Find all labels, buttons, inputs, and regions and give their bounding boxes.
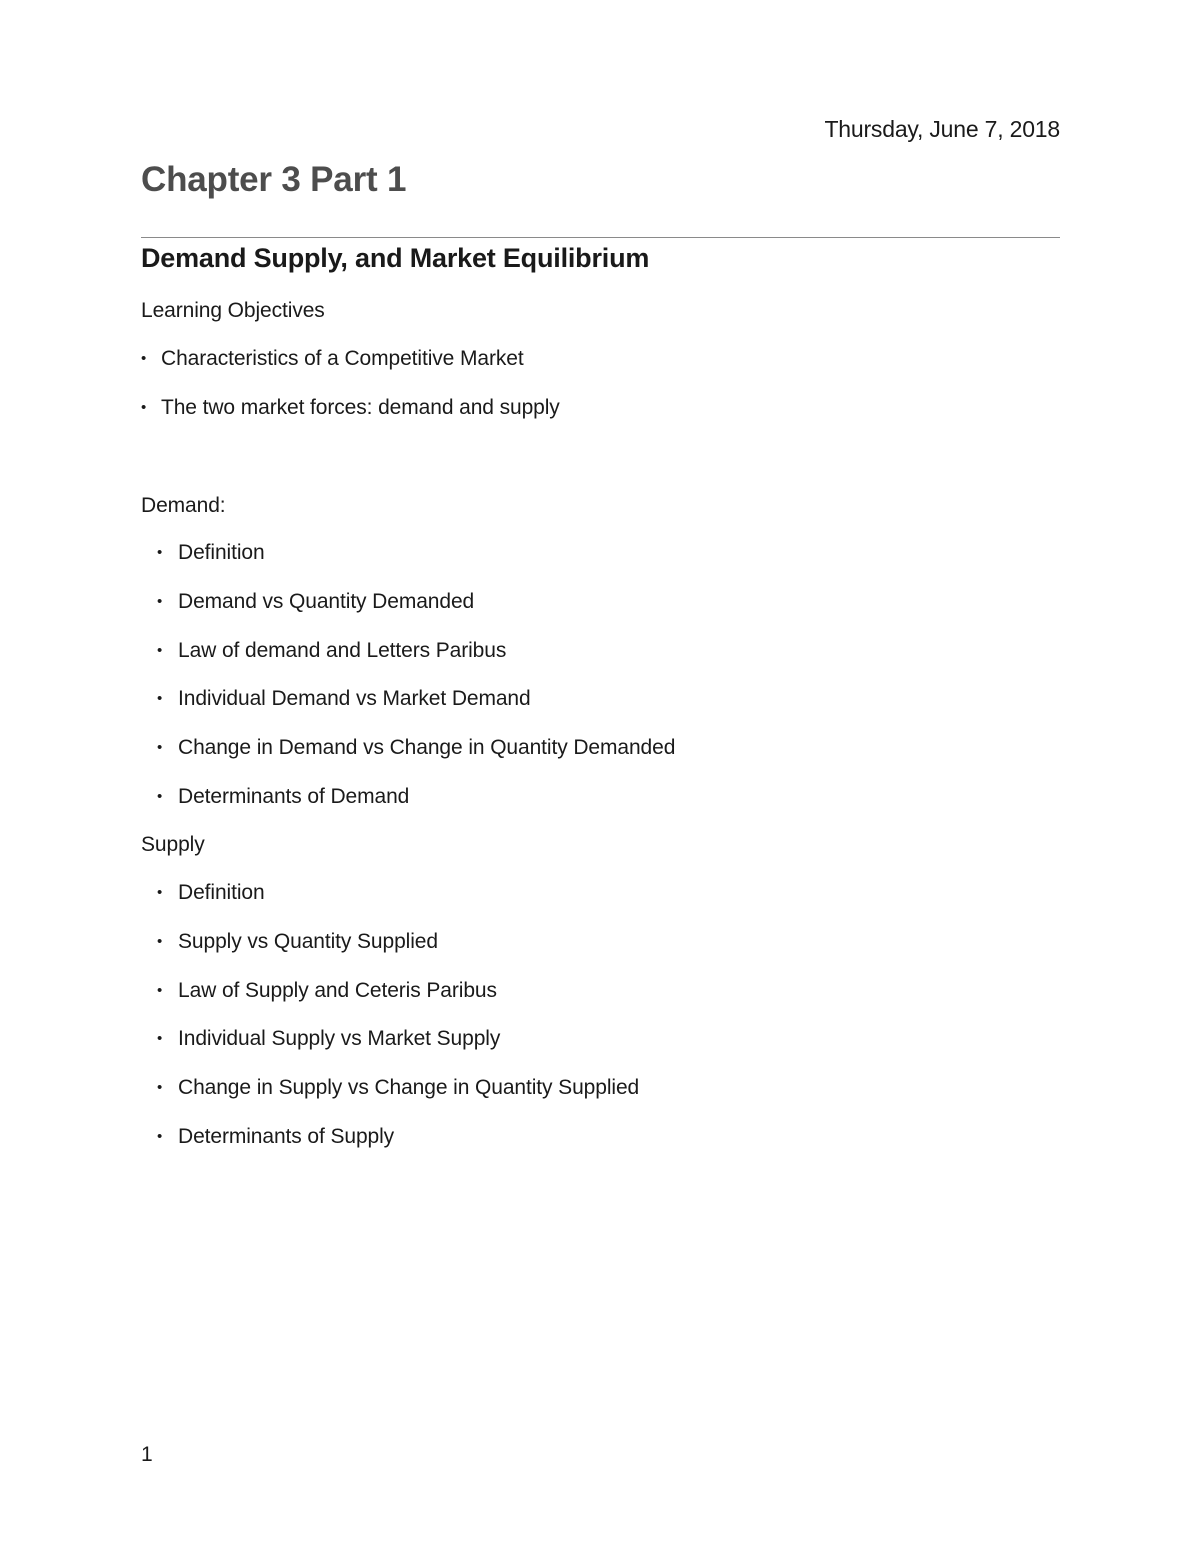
list-item [141,881,639,930]
demand-list [141,541,675,834]
bullet-icon: • [157,544,163,561]
bullet-icon: • [157,981,163,999]
list-item [141,590,675,639]
bullet-icon: • [141,350,147,367]
list-item-label: Definition [178,881,265,904]
list-item [141,541,675,590]
supply-heading: Supply [141,833,205,856]
list-item [141,1125,639,1174]
section-subtitle: Demand Supply, and Market Equilibrium [141,243,650,273]
list-item-label: Demand vs Quantity Demanded [178,589,475,613]
list-item-label: Law of demand and Letters Paribus [178,638,507,662]
list-item-label: Change in Demand vs Change in Quantity Demanded [178,736,676,760]
list-item-label: Law of Supply and Ceteris Paribus [178,978,497,1002]
bullet-icon: • [141,398,147,416]
list-item [141,687,675,736]
list-item-label: Change in Supply vs Change in Quantity Supplied [178,1076,640,1100]
list-item-label: Characteristics of a Competitive Market [161,347,524,370]
title-divider [141,237,1060,238]
list-item [141,979,639,1028]
list-item-label: Definition [178,541,265,564]
list-item [141,736,675,785]
list-item-label: Determinants of Demand [178,784,410,808]
list-item-label: The two market forces: demand and supply [161,395,560,419]
demand-heading: Demand: [141,494,226,517]
bullet-icon: • [157,641,163,659]
bullet-icon: • [157,690,163,708]
list-item-label: Individual Supply vs Market Supply [178,1027,501,1051]
list-item [141,1076,639,1125]
list-item-label: Individual Demand vs Market Demand [178,687,531,711]
document-date: Thursday, June 7, 2018 [824,116,1060,142]
bullet-icon: • [157,932,163,950]
bullet-icon: • [157,1030,163,1048]
list-item [141,347,560,396]
list-item [141,1027,639,1076]
learning-objectives-list [141,347,560,444]
bullet-icon: • [157,787,163,805]
bullet-icon: • [157,739,163,757]
bullet-icon: • [157,1127,163,1145]
list-item [141,396,560,445]
page-title: Chapter 3 Part 1 [141,160,407,199]
supply-list [141,881,639,1174]
bullet-icon: • [157,884,163,901]
list-item [141,930,639,979]
page-number: 1 [141,1443,153,1466]
list-item [141,785,675,834]
list-item [141,639,675,688]
learning-objectives-heading: Learning Objectives [141,299,325,322]
list-item-label: Supply vs Quantity Supplied [178,929,438,953]
bullet-icon: • [157,1079,163,1097]
list-item-label: Determinants of Supply [178,1124,395,1148]
bullet-icon: • [157,592,163,610]
